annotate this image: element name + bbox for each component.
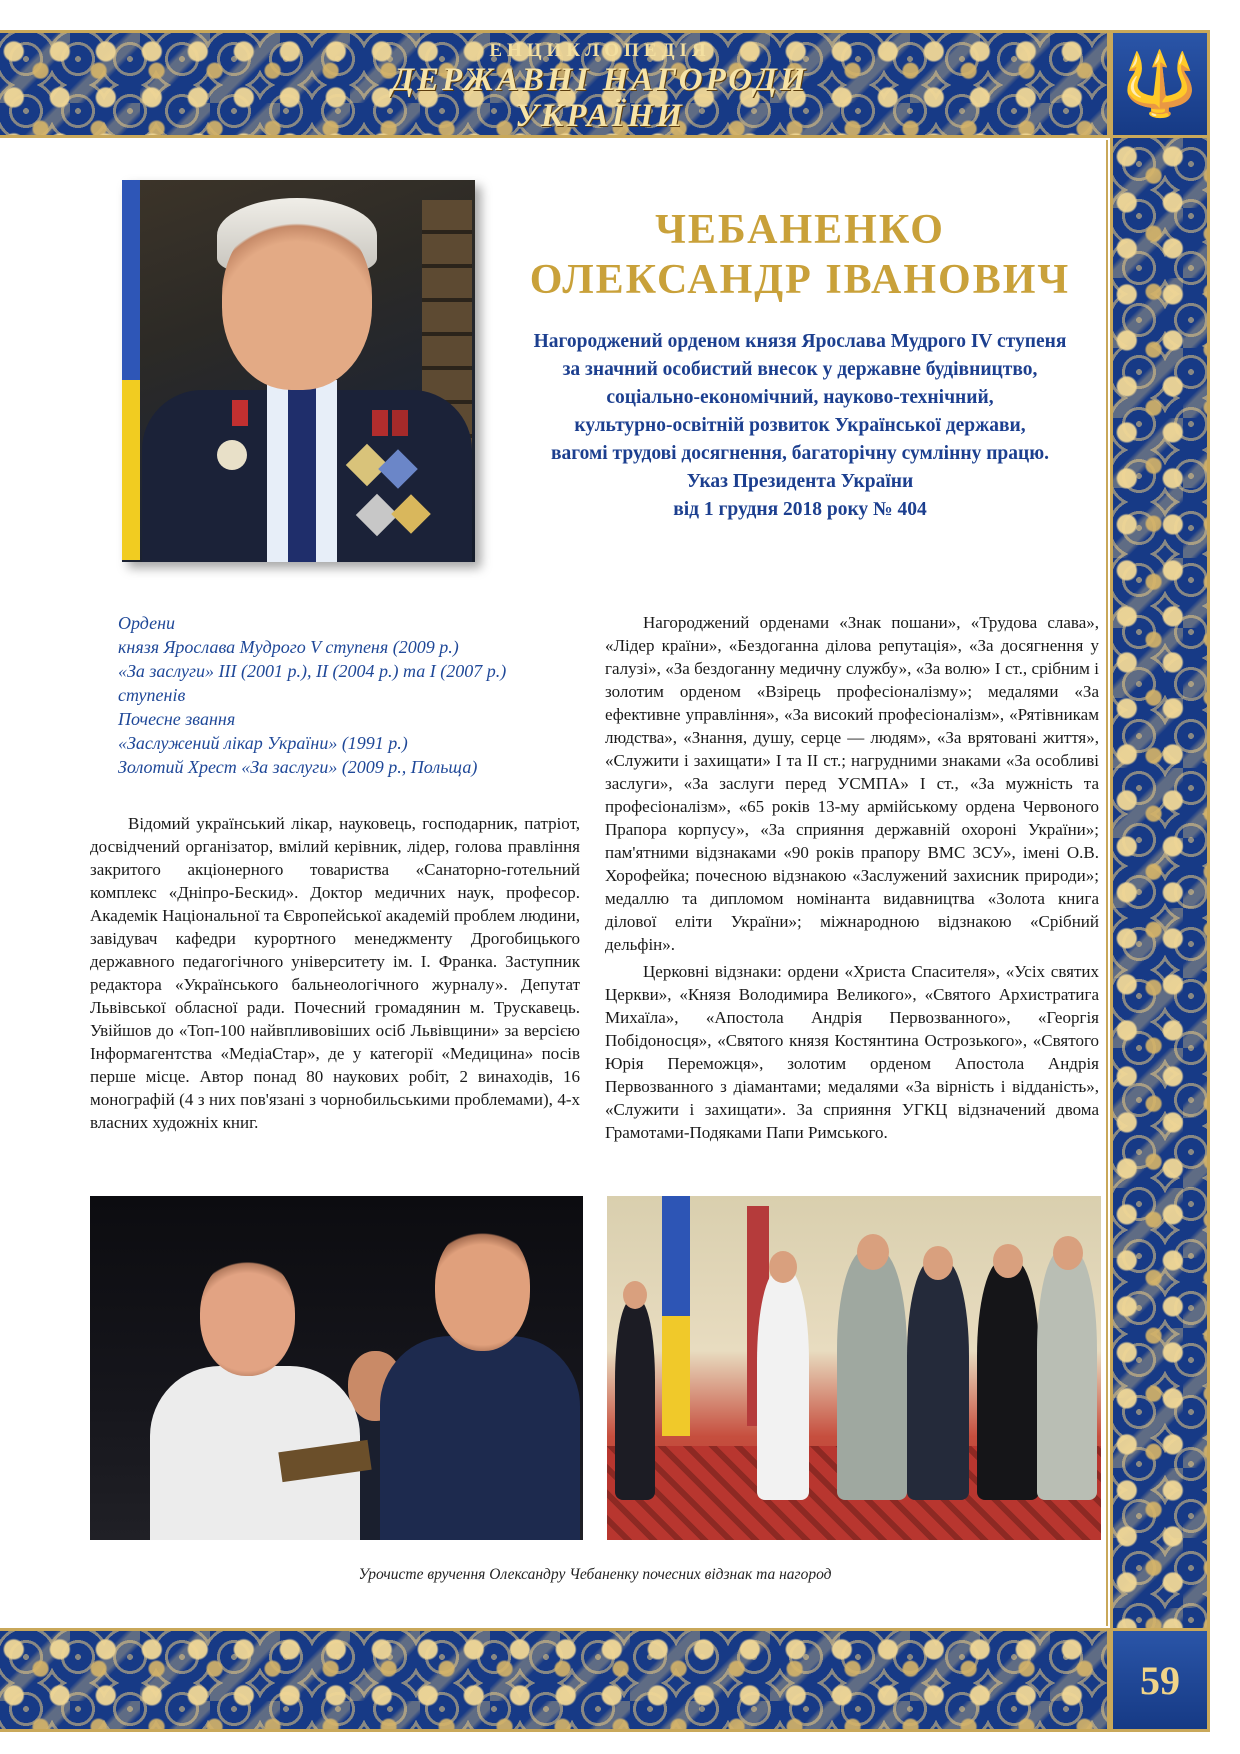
masthead-small-title: ЕНЦИКЛОПЕДІЯ xyxy=(489,40,711,61)
tryzub-icon: 🔱 xyxy=(1121,47,1199,120)
biography-column xyxy=(90,812,580,1134)
photo-caption: Урочисте вручення Олександру Чебаненку почесних відзнак та нагород xyxy=(358,1566,832,1583)
church-awards-paragraph: Церковні відзнаки: ордени «Христа Спасителя», «Усіх святих Церкви», «Князя Володимира Великого», «Святого Архистратига Михаїла», «Апостола Андрія Первозванного», «Георгія Побідоносця», «Святого князя Костянтина Острозького», «Святого Юрія Переможця», золотим орденом Апостола Андрія Первозванного з діамантами; медалями «За вірність і відданість», «Служити і захищати». За сприяння УГКЦ відзначений двома Грамотами-Подяками Папи Римського. xyxy=(605,962,1099,1142)
decorations-line: Золотий Хрест «За заслуги» (2009 р., Польща) xyxy=(118,757,478,777)
award-line: соціально-економічний, науково-технічний, xyxy=(606,387,994,408)
award-line: Нагороджений орденом князя Ярослава Мудрого IV ступеня xyxy=(533,331,1067,352)
award-statement xyxy=(505,328,1095,524)
masthead-line-1: ДЕРЖАВНІ НАГОРОДИ xyxy=(391,62,809,98)
awards-paragraph: Нагороджений орденами «Знак пошани», «Трудова слава», «Лідер країни», «Бездоганна ділова репутація», «За досягнення у галузі», «За бездоганну медичну службу», «За волю» I ст., срібним і золотим орденом «Взірець професіоналізму»; медалями «За ефективне управління», «За високий професіоналізм», «Рятівникам людства», «Знання, душу, серце — людям», «За врятовані життя», «Служити і захищати» I та II ст.; нагрудними знаками «За особливі заслуги», «За заслуги перед УСМПА» I ст., «За мужність та професіоналізм», «65 років 13-му армійському ордена Червоного Прапора корпусу», «За сприяння державній охороні України»; пам'ятними відзнаками «90 років прапору ВМС ЗСУ», імені О.В. Хорофейка; почесною відзнакою «Заслужений захисник природи»; медаллю та дипломом номінанта видавництва «Золота книга ділової еліти України»; міжнародною відзнакою «Срібний дельфін». xyxy=(605,613,1099,954)
person-name xyxy=(520,205,1080,305)
ornament-right-band xyxy=(1110,135,1210,1635)
decorations-line: Почесне звання xyxy=(118,709,236,729)
emblem-tab xyxy=(1110,30,1210,138)
decorations-line: ступенів xyxy=(118,685,186,705)
person-given-names: ОЛЕКСАНДР ІВАНОВИЧ xyxy=(529,257,1071,303)
decorations-line: Ордени xyxy=(118,613,176,633)
decorations-list xyxy=(118,611,588,779)
page-number: 59 xyxy=(1140,1657,1180,1703)
ceremony-photo-left xyxy=(90,1196,583,1540)
biography-paragraph: Відомий український лікар, науковець, господарник, патріот, досвідчений організатор, вмілий керівник, лідер, голова правління закритого акціонерного товариства «Санаторно-готельний комплекс «Дніпро-Бескид». Доктор медичних наук, професор. Академік Національної та Європейської академій проблем людини, завідувач кафедри курортного менеджменту Дрогобицького державного педагогічного університету ім. І. Франка. Заступник редактора «Українського бальнеологічного журналу». Депутат Львівської обласної ради. Почесний громадянин м. Трускавець. Увійшов до «Топ-100 найвпливовіших осіб Львівщини» за версією Інформагентства «МедіаСтар», де у категорії «Медицина» посів перше місце. Автор понад 80 наукових робіт, 2 винаходів, 16 монографій (4 з них пов'язані з чорнобильськими проблемами), 4-х власних художніх книг. xyxy=(90,814,580,1132)
person-surname: ЧЕБАНЕНКО xyxy=(655,207,945,253)
decorations-line: князя Ярослава Мудрого V ступеня (2009 р.) xyxy=(118,637,459,657)
decree-date: від 1 грудня 2018 року № 404 xyxy=(673,499,927,520)
award-line: за значний особистий внесок у державне будівництво, xyxy=(562,359,1038,380)
masthead-line-2: УКРАЇНИ xyxy=(515,98,685,134)
decorations-line: «За заслуги» III (2001 р.), II (2004 р.) та I (2007 р.) xyxy=(118,661,507,681)
ceremony-photo-right xyxy=(607,1196,1101,1540)
portrait-photo xyxy=(122,180,475,562)
award-line: культурно-освітній розвиток Української держави, xyxy=(574,415,1026,436)
decorations-line: «Заслужений лікар України» (1991 р.) xyxy=(118,733,408,753)
awards-column xyxy=(605,611,1099,1144)
encyclopedia-masthead xyxy=(390,36,810,134)
award-line: вагомі трудові досягнення, багаторічну сумлінну працю. xyxy=(550,443,1050,464)
page-number-tab xyxy=(1110,1628,1210,1732)
decree-title: Указ Президента України xyxy=(686,471,914,492)
ornament-bottom-band xyxy=(0,1628,1110,1732)
